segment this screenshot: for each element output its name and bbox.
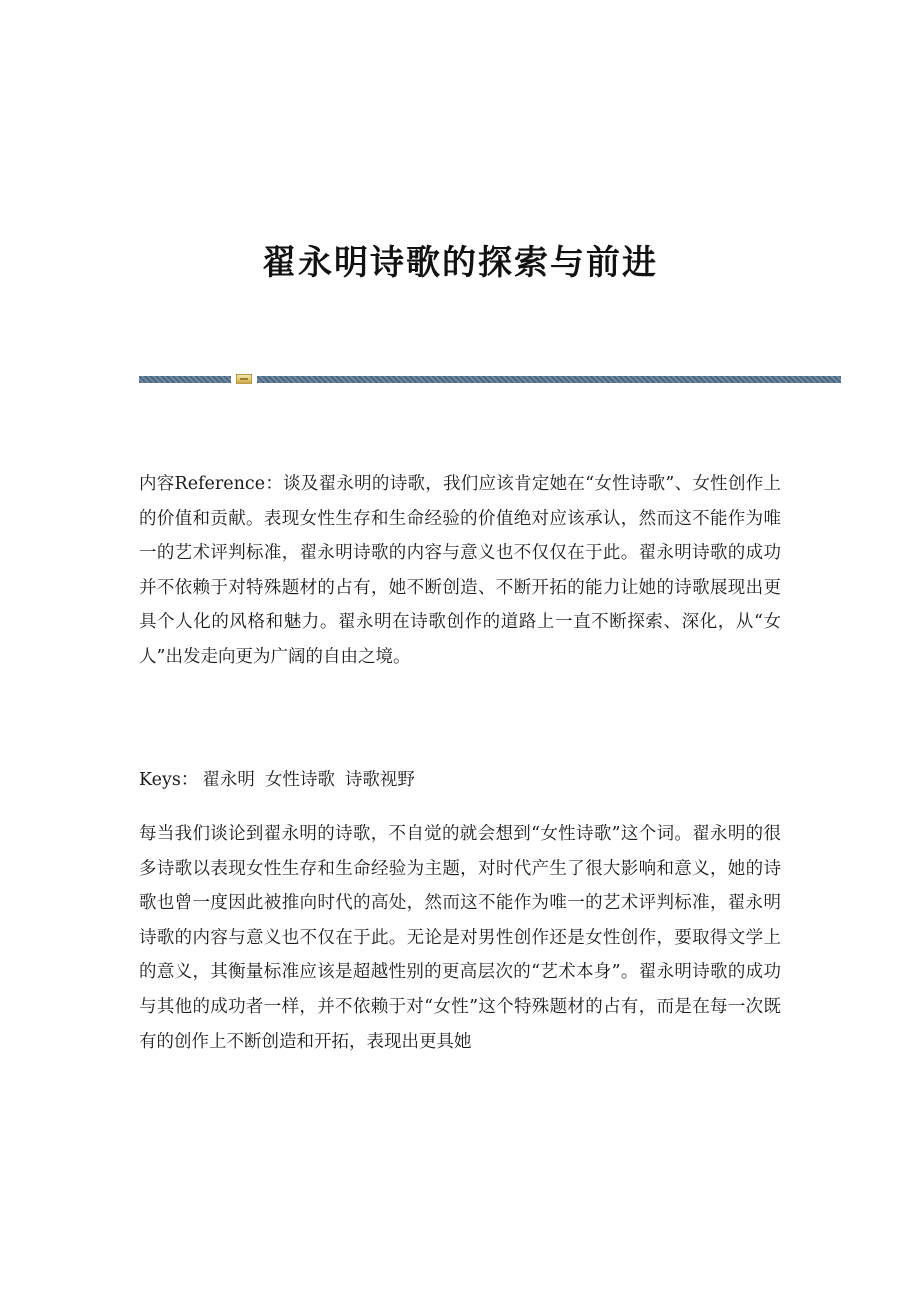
divider-emblem-icon [236, 374, 252, 384]
abstract-paragraph: 内容Reference：谈及翟永明的诗歌，我们应该肯定她在“女性诗歌”、女性创作上的价值和贡献。表现女性生存和生命经验的价值绝对应该承认，然而这不能作为唯一的艺术评判标准，翟永明诗歌的内容与意义也不仅仅在于此。翟永明诗歌的成功并不依赖于对特殊题材的占有，她不断创造、不断开拓的能力让她的诗歌展现出更具个人化的风格和魅力。翟永明在诗歌创作的道路上一直不断探索、深化，从“女人”出发走向更为广阔的自由之境。 [139, 474, 781, 667]
divider-bar-right [257, 376, 841, 383]
divider-bar-left [139, 376, 231, 383]
keywords-line [139, 763, 781, 798]
body-paragraph: 每当我们谈论到翟永明的诗歌，不自觉的就会想到“女性诗歌”这个词。翟永明的很多诗歌以表现女性生存和生命经验为主题，对时代产生了很大影响和意义，她的诗歌也曾一度因此被推向时代的高处，然而这不能作为唯一的艺术评判标准，翟永明诗歌的内容与意义也不仅在于此。无论是对男性创作还是女性创作，要取得文学上的意义，其衡量标准应该是超越性别的更高层次的“艺术本身”。翟永明诗歌的成功与其他的成功者一样，并不依赖于对“女性”这个特殊题材的占有，而是在每一次既有的创作上不断创造和开拓，表现出更具她 [139, 824, 781, 1052]
keyword-item: 女性诗歌 [264, 770, 335, 790]
keyword-item: 翟永明 [202, 770, 255, 790]
document-title: 翟永明诗歌的探索与前进 [262, 242, 658, 283]
keywords-label: Keys： [139, 770, 199, 790]
title-divider [139, 374, 841, 384]
keyword-item: 诗歌视野 [344, 770, 415, 790]
